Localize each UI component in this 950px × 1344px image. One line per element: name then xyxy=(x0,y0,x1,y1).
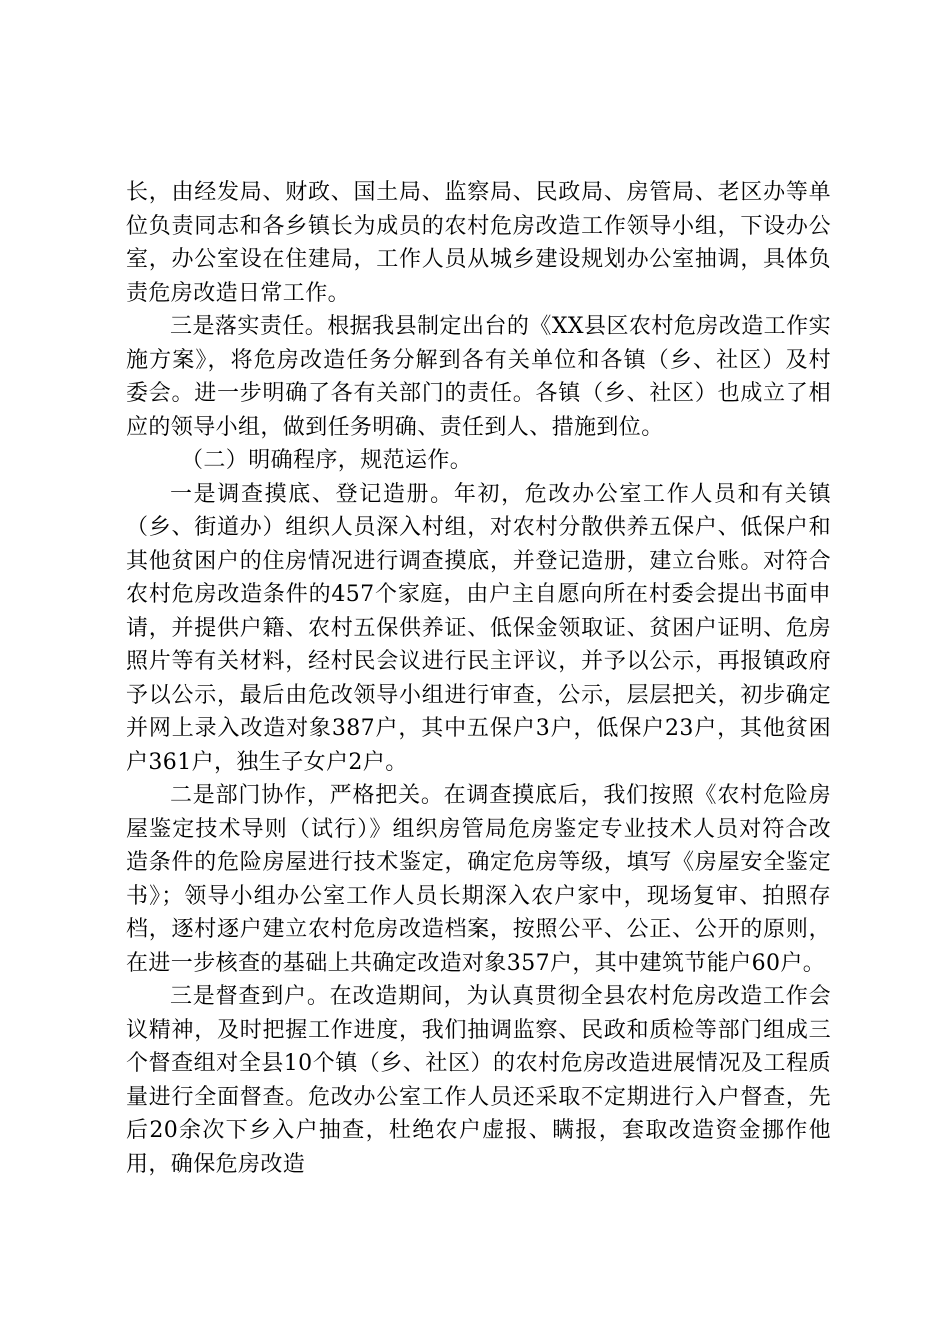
paragraph-responsibility: 三是落实责任。根据我县制定出台的《XX县区农村危房改造工作实施方案》，将危房改造任务分解到各有关单位和各镇（乡、社区）及村委会。进一步明确了各有关部门的责任。各镇（乡、社区）也成立了相应的领导小组，做到任务明确、责任到人、措施到位。 xyxy=(126,314,831,440)
paragraph-survey: 一是调查摸底、登记造册。年初，危改办公室工作人员和有关镇（乡、街道办）组织人员深入村组，对农村分散供养五保户、低保户和其他贫困户的住房情况进行调查摸底，并登记造册，建立台账。对符合农村危房改造条件的457个家庭，由户主自愿向所在村委会提出书面申请，并提供户籍、农村五保供养证、低保金领取证、贫困户证明、危房照片等有关材料，经村民会议进行民主评议，并予以公示，再报镇政府予以公示，最后由危改领导小组进行审查，公示，层层把关，初步确定并网上录入改造对象387户，其中五保户3户，低保户23户，其他贫困户361户，独生子女户2户。 xyxy=(126,481,831,775)
paragraph-continuation: 长，由经发局、财政、国土局、监察局、民政局、房管局、老区办等单位负责同志和各乡镇长为成员的农村危房改造工作领导小组，下设办公室，办公室设在住建局，工作人员从城乡建设规划办公室抽调，具体负责危房改造日常工作。 xyxy=(126,180,831,306)
section-heading: （二）明确程序，规范运作。 xyxy=(181,448,473,473)
paragraph-cooperation: 二是部门协作，严格把关。在调查摸底后，我们按照《农村危险房屋鉴定技术导则（试行）》组织房管局危房鉴定专业技术人员对符合改造条件的危险房屋进行技术鉴定，确定危房等级，填写《房屋安全鉴定书》；领导小组办公室工作人员长期深入农户家中，现场复审、拍照存档，逐村逐户建立农村危房改造档案，按照公平、公正、公开的原则，在进一步核查的基础上共确定改造对象357户，其中建筑节能户60户。 xyxy=(126,783,831,976)
document-body xyxy=(126,176,831,1181)
paragraph-supervision: 三是督查到户。在改造期间，为认真贯彻全县农村危房改造工作会议精神，及时把握工作进度，我们抽调监察、民政和质检等部门组成三个督查组对全县10个镇（乡、社区）的农村危房改造进展情况及工程质量进行全面督查。危改办公室工作人员还采取不定期进行入户督查，先后20余次下乡入户抽查，杜绝农户虚报、瞒报，套取改造资金挪作他用，确保危房改造 xyxy=(126,984,831,1177)
